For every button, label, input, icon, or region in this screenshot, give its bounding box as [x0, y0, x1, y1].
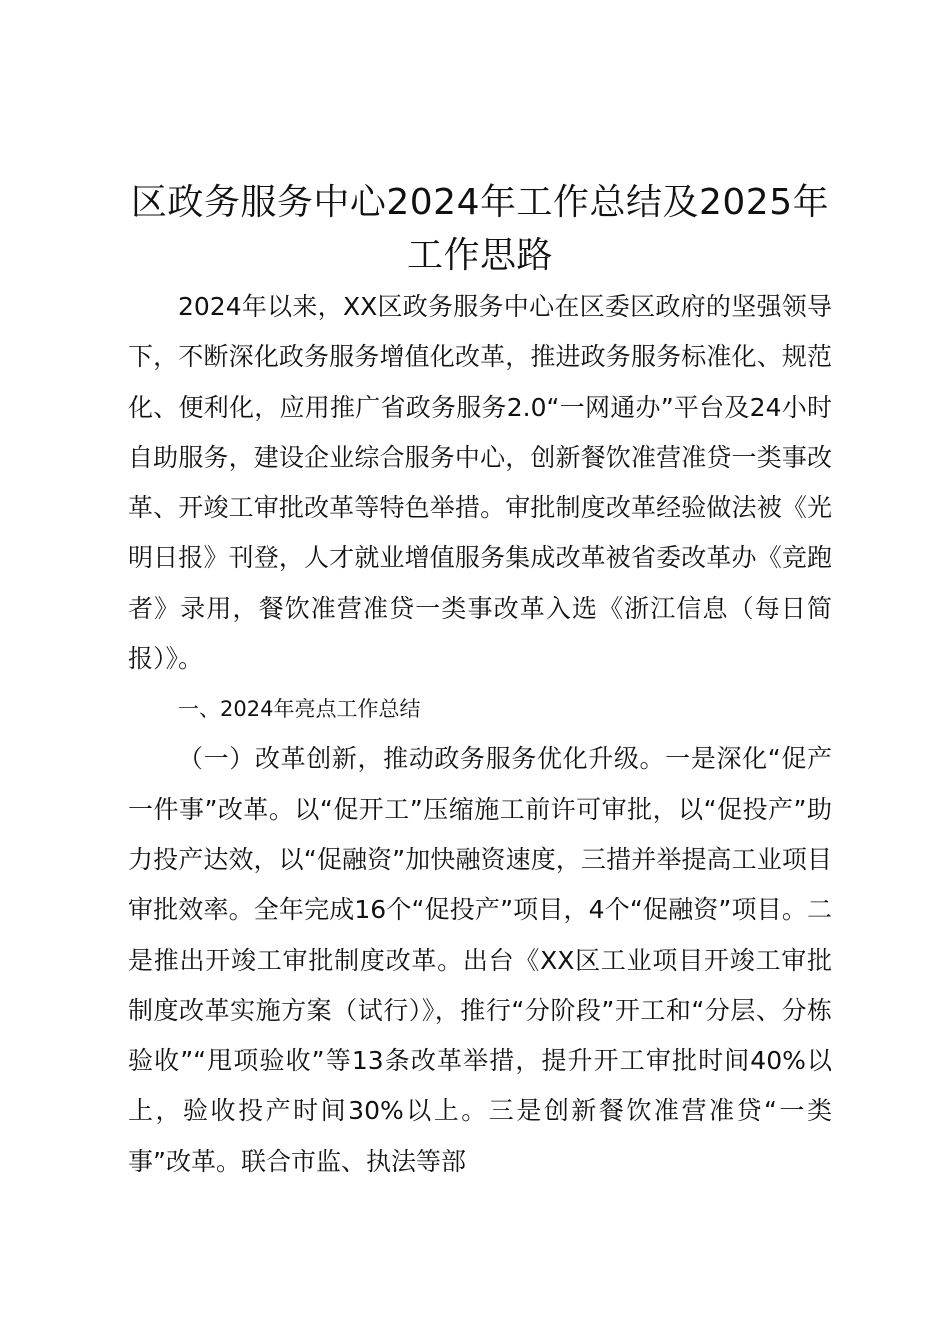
intro-paragraph: 2024年以来，XX区政务服务中心在区委区政府的坚强领导下，不断深化政务服务增值化改革，推进政务服务标准化、规范化、便利化，应用推广省政务服务2.0“一网通办”平台及24小时自助服务，建设企业综合服务中心，创新餐饮准营准贷一类事改革、开竣工审批改革等特色举措。审批制度改革经验做法被《光明日报》刊登，人才就业增值服务集成改革被省委改革办《竞跑者》录用，餐饮准营准贷一类事改革入选《浙江信息（每日简报）》。 — [128, 292, 832, 674]
section-heading: 一、2024年亮点工作总结 — [178, 697, 421, 722]
section-paragraph: （一）改革创新，推动政务服务优化升级。一是深化“促产一件事”改革。以“促开工”压缩施工前许可审批，以“促投产”助力投产达效，以“促融资”加快融资速度，三措并举提高工业项目审批效率。全年完成16个“促投产”项目，4个“促融资”项目。二是推出开竣工审批制度改革。出台《XX区工业项目开竣工审批制度改革实施方案（试行）》，推行“分阶段”开工和“分层、分栋验收”“甩项验收”等13条改革举措，提升开工审批时间40%以上，验收投产时间30%以上。三是创新餐饮准营准贷“一类事”改革。联合市监、执法等部 — [128, 744, 832, 1176]
document-page — [128, 176, 832, 1187]
document-title: 区政务服务中心2024年工作总结及2025年工作思路 — [130, 182, 830, 276]
